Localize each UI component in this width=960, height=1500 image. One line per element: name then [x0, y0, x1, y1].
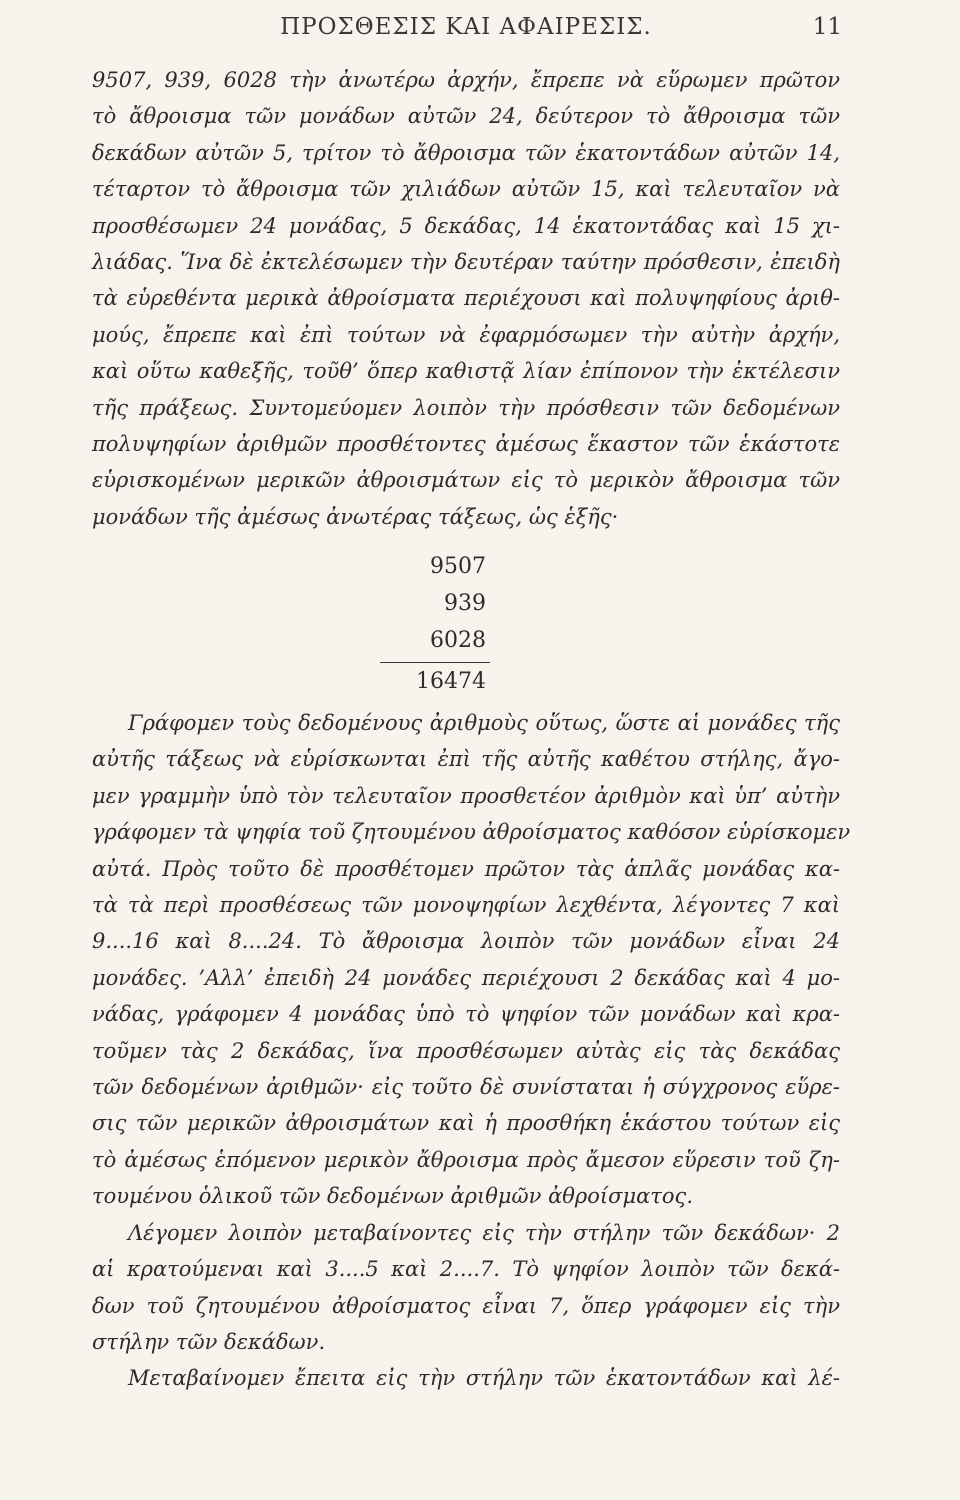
text-line: μούς, ἔπρεπε καὶ ἐπὶ τούτων νὰ ἐφαρμόσωμεν τὴν αὐτὴν ἀρχήν,: [92, 322, 840, 347]
page-header: [90, 14, 842, 50]
addend-1: 9507: [430, 554, 486, 579]
text-line: εὑρισκομένων μερικῶν ἀθροισμάτων εἰς τὸ μερικὸν ἄθροισμα τῶν: [92, 468, 840, 493]
running-title: ΠΡΟΣΘΕΣΙΣ ΚΑΙ ΑΦΑΙΡΕΣΙΣ.: [280, 14, 652, 40]
text-line: τὸ ἄθροισμα τῶν μονάδων αὐτῶν 24, δεύτερον τὸ ἄθροισμα τῶν: [92, 104, 840, 129]
text-line: μονάδες. ’Αλλ’ ἐπειδὴ 24 μονάδες περιέχουσι 2 δεκάδας καὶ 4 μο-: [92, 965, 840, 990]
text-line: αἱ κρατούμεναι καὶ 3....5 καὶ 2....7. Τὸ ψηφίον λοιπὸν τῶν δεκά-: [92, 1257, 840, 1282]
text-line: Λέγομεν λοιπὸν μεταβαίνοντες εἰς τὴν στήλην τῶν δεκάδων· 2: [128, 1220, 840, 1245]
addend-3: 6028: [430, 628, 486, 653]
text-line: αὐτά. Πρὸς τοῦτο δὲ προσθέτομεν πρῶτον τὰς ἁπλᾶς μονάδας κα-: [92, 856, 840, 881]
text-line: τὸ ἀμέσως ἑπόμενον μερικὸν ἄθροισμα πρὸς ἄμεσον εὕρεσιν τοῦ ζη-: [92, 1147, 840, 1172]
text-line: τοῦμεν τὰς 2 δεκάδας, ἵνα προσθέσωμεν αὐτὰς εἰς τὰς δεκάδας: [92, 1038, 840, 1063]
text-line: σις τῶν μερικῶν ἀθροισμάτων καὶ ἡ προσθήκη ἑκάστου τούτων εἰς: [92, 1111, 840, 1136]
text-line: τὰ εὑρεθέντα μερικὰ ἀθροίσματα περιέχουσι καὶ πολυψηφίους ἀριθ-: [92, 286, 840, 311]
text-line: γράφομεν τὰ ψηφία τοῦ ζητουμένου ἀθροίσματος καθόσον εὑρίσκομεν: [92, 820, 851, 845]
text-line: 9507, 939, 6028 τὴν ἀνωτέρω ἀρχήν, ἔπρεπε νὰ εὕρωμεν πρῶτον: [92, 68, 840, 92]
text-line: τὰ τὰ περὶ προσθέσεως τῶν μονοψηφίων λεχθέντα, λέγοντες 7 καὶ: [92, 893, 840, 918]
addition-example: [380, 548, 490, 700]
text-line: Μεταβαίνομεν ἔπειτα εἰς τὴν στήλην τῶν ἑκατοντάδων καὶ λέ-: [128, 1366, 840, 1391]
text-line: στήλην τῶν δεκάδων.: [92, 1329, 326, 1354]
text-line: καὶ οὕτω καθεξῆς, τοῦθ’ ὅπερ καθιστᾷ λίαν ἐπίπονον τὴν ἐκτέλεσιν: [92, 359, 840, 384]
text-line: μεν γραμμὴν ὑπὸ τὸν τελευταῖον προσθετέον ἀριθμὸν καὶ ὑπ’ αὐτὴν: [92, 783, 840, 808]
text-line: τουμένου ὁλικοῦ τῶν δεδομένων ἀριθμῶν ἀθροίσματος.: [92, 1184, 693, 1209]
addend-2: 939: [444, 591, 486, 616]
text-line: μονάδων τῆς ἀμέσως ἀνωτέρας τάξεως, ὡς ἑξῆς·: [92, 504, 619, 529]
text-line: τῶν δεδομένων ἀριθμῶν· εἰς τοῦτο δὲ συνίσταται ἡ σύγχρονος εὕρε-: [92, 1075, 840, 1100]
text-line: τῆς πράξεως. Συντομεύομεν λοιπὸν τὴν πρόσθεσιν τῶν δεδομένων: [92, 395, 840, 420]
page-number: 11: [812, 14, 842, 40]
text-line: τέταρτον τὸ ἄθροισμα τῶν χιλιάδων αὐτῶν 15, καὶ τελευταῖον νὰ: [92, 177, 840, 202]
text-line: δεκάδων αὐτῶν 5, τρίτον τὸ ἄθροισμα τῶν ἑκατοντάδων αὐτῶν 14,: [92, 140, 840, 165]
text-line: Γράφομεν τοὺς δεδομένους ἀριθμοὺς οὕτως, ὥστε αἱ μονάδες τῆς: [128, 711, 840, 735]
paragraph-bottom: [92, 705, 851, 1397]
text-line: προσθέσωμεν 24 μονάδας, 5 δεκάδας, 14 ἑκατοντάδας καὶ 15 χι-: [92, 213, 840, 238]
text-line: δων τοῦ ζητουμένου ἀθροίσματος εἶναι 7, ὅπερ γράφομεν εἰς τὴν: [92, 1293, 840, 1318]
text-line: λιάδας. Ἵνα δὲ ἐκτελέσωμεν τὴν δευτέραν ταύτην πρόσθεσιν, ἐπειδὴ: [92, 250, 840, 275]
text-line: πολυψηφίων ἀριθμῶν προσθέτοντες ἀμέσως ἕκαστον τῶν ἑκάστοτε: [92, 432, 840, 457]
text-line: 9....16 καὶ 8....24. Τὸ ἄθροισμα λοιπὸν τῶν μονάδων εἶναι 24: [92, 929, 840, 954]
addition-sum: 16474: [416, 669, 486, 694]
text-line: αὐτῆς τάξεως νὰ εὑρίσκωνται ἐπὶ τῆς αὐτῆς καθέτου στήλης, ἄγο-: [92, 747, 840, 772]
paragraph-top: [92, 62, 840, 535]
text-line: νάδας, γράφομεν 4 μονάδας ὑπὸ τὸ ψηφίον τῶν μονάδων καὶ κρα-: [92, 1002, 840, 1027]
